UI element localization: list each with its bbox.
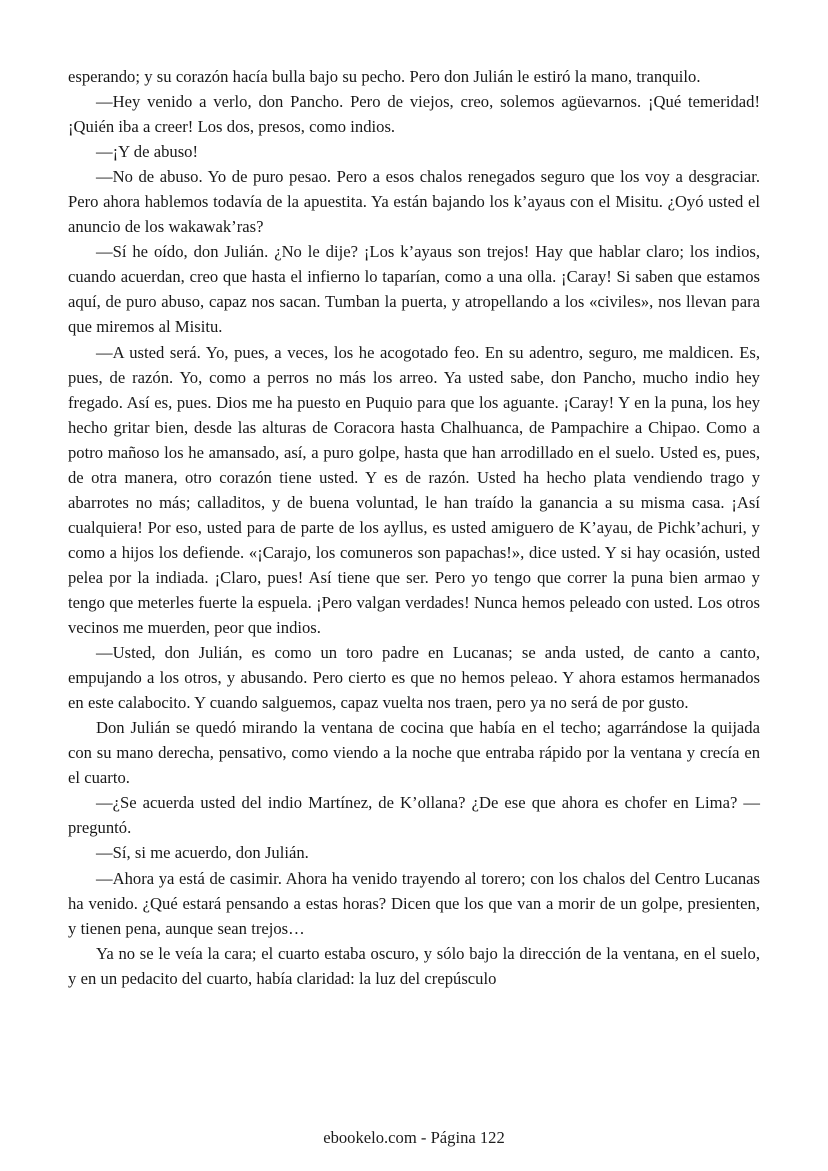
paragraph: —¿Se acuerda usted del indio Martínez, de K’ollana? ¿De ese que ahora es chofer en Lima? —preguntó. — [68, 793, 760, 838]
paragraph: —Sí, si me acuerdo, don Julián. — [96, 843, 309, 863]
paragraph: —Hey venido a verlo, don Pancho. Pero de viejos, creo, solemos agüevarnos. ¡Qué temeridad! ¡Quién iba a creer! Los dos, presos, como indios. — [68, 92, 760, 137]
paragraph: —Ahora ya está de casimir. Ahora ha venido trayendo al torero; con los chalos del Centro Lucanas ha venido. ¿Qué estará pensando a estas horas? Dicen que los que van a morir de un golpe, presienten, y tienen pena, aunque sean trejos… — [68, 868, 760, 938]
paragraph: —Usted, don Julián, es como un toro padre en Lucanas; se anda usted, de canto a canto, empujando a los otros, y abusando. Pero cierto es que no hemos peleao. Y ahora estamos hermanados en este calabocito. Y cuando salguemos, capaz vuelta nos traen, pero ya no será de por gusto. — [68, 643, 760, 713]
paragraph: —A usted será. Yo, pues, a veces, los he acogotado feo. En su adentro, seguro, me maldicen. Es, pues, de razón. Yo, como a perros no más los arreo. Ya usted sabe, don Pancho, mucho indio hey fregado. Así es, pues. Dios me ha puesto en Puquio para que los aguante. ¡Caray! Y en la puna, los hey hecho gritar bien, desde las alturas de Coracora hasta Chalhuanca, de Pampachire a Chipao. Como a potro mañoso los he amansado, así, a puro golpe, hasta que han arrodillado en el suelo. Usted es, pues, de otra manera, otro corazón tiene usted. Y es de razón. Usted ha hecho plata vendiendo trago y abarrotes no más; calladitos, y de buena voluntad, le han traído la ganancia a su misma casa. ¡Así cualquiera! Por eso, usted para de parte de los ayllus, es usted amiguero de K’ayau, de Pichk’achuri, y como a hijos los defiende. «¡Carajo, los comuneros son papachas!», dice usted. Y si hay ocasión, usted pelea por la indiada. ¡Claro, pues! Así tiene que ser. Pero yo tengo que correr la puna bien armao y tengo que meterles fuerte la espuela. ¡Pero valgan verdades! Nunca hemos peleado con usted. Los otros vecinos me muerden, peor que indios. — [68, 342, 760, 638]
paragraph: —¡Y de abuso! — [96, 142, 199, 162]
paragraph: Don Julián se quedó mirando la ventana de cocina que había en el techo; agarrándose la quijada con su mano derecha, pensativo, como viendo a la noche que entraba rápido por la ventana y crecía en el cuarto. — [68, 718, 760, 788]
page-footer: ebookelo.com - Página 122 — [323, 1128, 505, 1147]
paragraph: Ya no se le veía la cara; el cuarto estaba oscuro, y sólo bajo la dirección de la ventana, en el suelo, y en un pedacito del cuarto, había claridad: la luz del crepúsculo — [68, 943, 760, 988]
paragraph: —No de abuso. Yo de puro pesao. Pero a esos chalos renegados seguro que los voy a desgraciar. Pero ahora hablemos todavía de la apuestita. Ya están bajando los k’ayaus con el Misitu. ¿Oyó usted el anuncio de los wakawak’ras? — [68, 167, 760, 237]
paragraph: esperando; y su corazón hacía bulla bajo su pecho. Pero don Julián le estiró la mano, tranquilo. — [68, 67, 701, 86]
paragraph: —Sí he oído, don Julián. ¿No le dije? ¡Los k’ayaus son trejos! Hay que hablar claro; los indios, cuando acuerdan, creo que hasta el infierno lo taparían, como a una olla. ¡Caray! Si saben que estamos aquí, de puro abuso, capaz nos sacan. Tumban la puerta, y atropellando a los «civiles», nos llevan para que miremos al Misitu. — [68, 242, 760, 337]
page-text-column — [68, 64, 760, 991]
